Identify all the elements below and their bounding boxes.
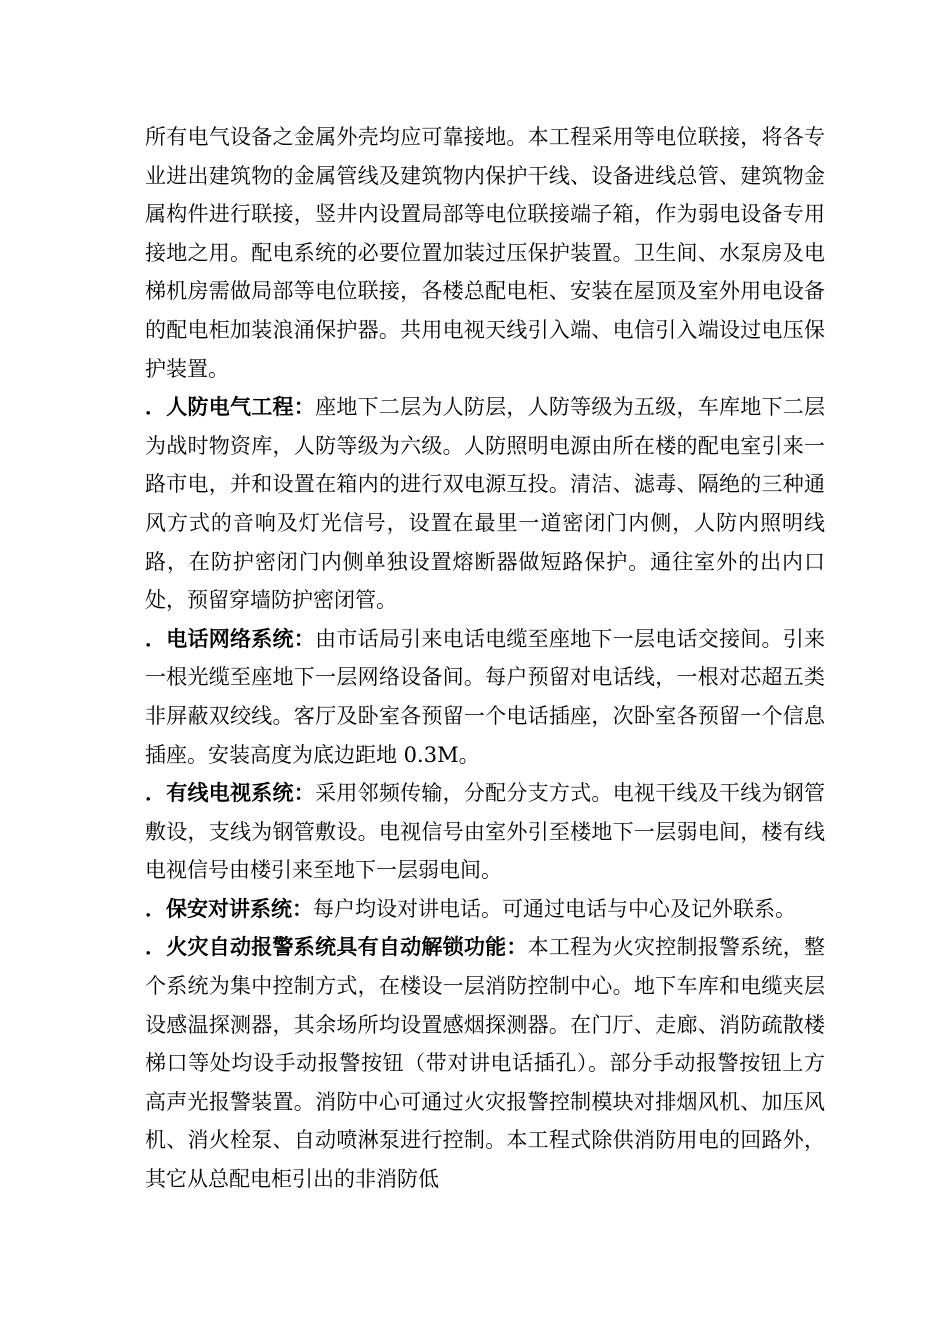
paragraph-text: 本工程为火灾控制报警系统，整个系统为集中控制方式，在楼设一层消防控制中心。地下车库和电缆夹层设感温探测器，其余场所均设置感烟探测器。在门厅、走廊、消防疏散楼梯口等处均设手动报警按钮（带对讲电话插孔）。部分手动报警按钮上方高声光报警装置。消防中心可通过火灾报警控制模块对排烟风机、加压风机、消火栓泵、自动喷淋泵进行控制。本工程式除供消防用电的回路外，其它从总配电柜引出的非消防低 xyxy=(145,935,826,1192)
paragraph-text: 每户均设对讲电话。可通过电话与中心及记外联系。 xyxy=(313,896,796,921)
paragraph-heading: ．电话网络系统： xyxy=(145,626,316,651)
paragraph-text: 座地下二层为人防层，人防等级为五级，车库地下二层为战时物资库，人防等级为六级。人防照明电源由所在楼的配电室引来一路市电，并和设置在箱内的进行双电源互投。清洁、滤毒、隔绝的三种通风方式的音响及灯光信号，设置在最里一道密闭门内侧，人防内照明线路，在防护密闭门内侧单独设置熔断器做短路保护。通往室外的出内口处，预留穿墙防护密闭管。 xyxy=(145,395,826,613)
paragraph-telephone-network xyxy=(145,620,825,774)
paragraph-civil-defense-electrical xyxy=(145,388,825,620)
paragraph-text: 采用邻频传输，分配分支方式。电视干线及干线为钢管敷设，支线为钢管敷设。电视信号由室外引至楼地下一层弱电间，楼有线电视信号由楼引来至地下一层弱电间。 xyxy=(145,781,826,883)
paragraph-grounding xyxy=(145,118,825,388)
paragraph-text: 由市话局引来电话电缆至座地下一层电话交接间。引来一根光缆至座地下一层网络设备间。每户预留对电话线，一根对芯超五类非屏蔽双绞线。客厅及卧室各预留一个电话插座，次卧室各预留一个信息插座。安装高度为底边距地 0.3M。 xyxy=(145,626,826,767)
paragraph-heading: ．火灾自动报警系统具有自动解锁功能： xyxy=(145,935,528,960)
document-page xyxy=(145,118,825,1199)
paragraph-heading: ．有线电视系统： xyxy=(145,781,316,806)
paragraph-cable-tv xyxy=(145,774,825,890)
paragraph-security-intercom xyxy=(145,890,825,929)
paragraph-heading: ．人防电气工程： xyxy=(145,395,316,420)
paragraph-text: 所有电气设备之金属外壳均应可靠接地。本工程采用等电位联接，将各专业进出建筑物的金属管线及建筑物内保护干线、设备进线总管、建筑物金属构件进行联接，竖井内设置局部等电位联接端子箱，作为弱电设备专用接地之用。配电系统的必要位置加装过压保护装置。卫生间、水泵房及电梯机房需做局部等电位联接，各楼总配电柜、安装在屋顶及室外用电设备的配电柜加装浪涌保护器。共用电视天线引入端、电信引入端设过电压保护装置。 xyxy=(145,125,825,381)
paragraph-heading: ．保安对讲系统： xyxy=(145,896,313,921)
paragraph-fire-alarm xyxy=(145,928,825,1198)
